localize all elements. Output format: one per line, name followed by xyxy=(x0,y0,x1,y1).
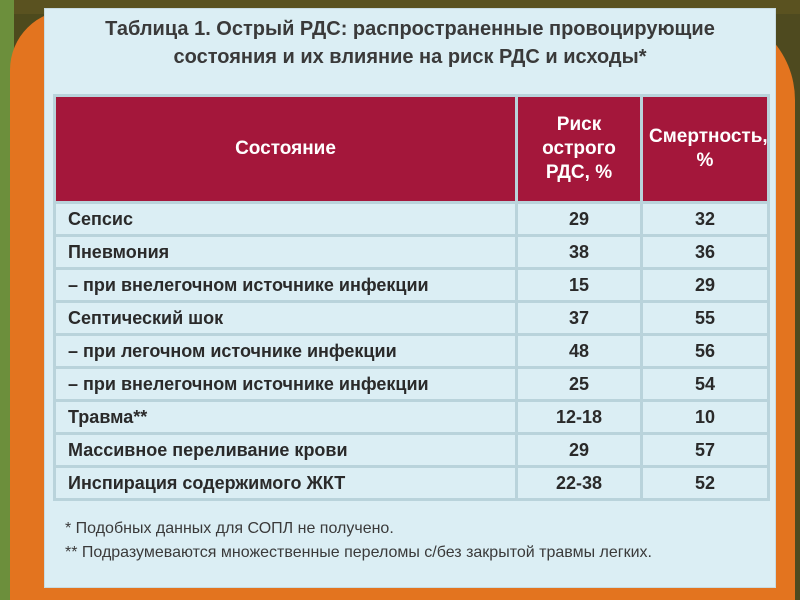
cell-condition: – при внелегочном источнике инфекции xyxy=(55,368,517,401)
cell-mortality: 57 xyxy=(642,434,769,467)
cell-risk: 29 xyxy=(517,203,642,236)
cell-mortality: 10 xyxy=(642,401,769,434)
cell-risk: 48 xyxy=(517,335,642,368)
cell-risk: 29 xyxy=(517,434,642,467)
cell-risk: 22-38 xyxy=(517,467,642,500)
cell-mortality: 56 xyxy=(642,335,769,368)
cell-condition: Травма** xyxy=(55,401,517,434)
cell-risk: 25 xyxy=(517,368,642,401)
table-title xyxy=(45,15,775,71)
table-header-row xyxy=(55,96,769,203)
cell-risk: 12-18 xyxy=(517,401,642,434)
footnote-1: * Подобных данных для СОПЛ не получено. xyxy=(65,520,394,537)
cell-mortality: 54 xyxy=(642,368,769,401)
table-row xyxy=(55,302,769,335)
cell-condition: Инспирация содержимого ЖКТ xyxy=(55,467,517,500)
table-body xyxy=(55,203,769,500)
cell-risk: 37 xyxy=(517,302,642,335)
header-risk: Риск острого РДС, % xyxy=(517,96,642,203)
header-mortality: Смертность, % xyxy=(642,96,769,203)
cell-condition: – при внелегочном источнике инфекции xyxy=(55,269,517,302)
title-line-1: Таблица 1. Острый РДС: распространенные провоцирующие xyxy=(105,18,715,40)
footnote-2: ** Подразумеваются множественные переломы с/без закрытой травмы легких. xyxy=(65,544,652,561)
table-row xyxy=(55,368,769,401)
table-row xyxy=(55,467,769,500)
cell-condition: Сепсис xyxy=(55,203,517,236)
document-page xyxy=(44,8,776,588)
table-row xyxy=(55,236,769,269)
table-row xyxy=(55,335,769,368)
footnotes xyxy=(65,517,765,565)
cell-mortality: 55 xyxy=(642,302,769,335)
cell-mortality: 36 xyxy=(642,236,769,269)
table-row xyxy=(55,401,769,434)
cell-condition: Пневмония xyxy=(55,236,517,269)
title-line-2: состояния и их влияние на риск РДС и исходы* xyxy=(173,46,647,68)
cell-condition: Септический шок xyxy=(55,302,517,335)
table-row xyxy=(55,269,769,302)
cell-mortality: 32 xyxy=(642,203,769,236)
cell-risk: 15 xyxy=(517,269,642,302)
data-table xyxy=(53,94,770,501)
cell-condition: Массивное переливание крови xyxy=(55,434,517,467)
cell-mortality: 29 xyxy=(642,269,769,302)
cell-condition: – при легочном источнике инфекции xyxy=(55,335,517,368)
cell-risk: 38 xyxy=(517,236,642,269)
cell-mortality: 52 xyxy=(642,467,769,500)
header-condition: Состояние xyxy=(55,96,517,203)
table-row xyxy=(55,434,769,467)
table-row xyxy=(55,203,769,236)
